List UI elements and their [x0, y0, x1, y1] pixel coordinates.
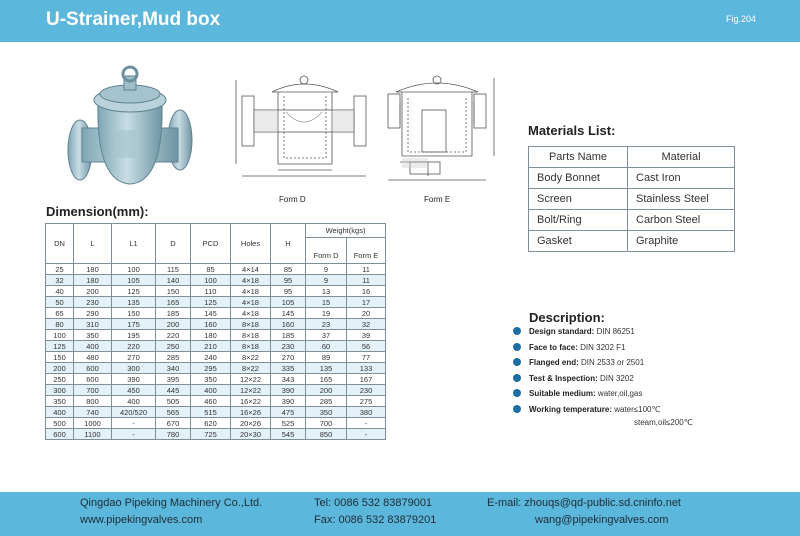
table-row — [46, 363, 386, 374]
footer-website: www.pipekingvalves.com — [80, 514, 203, 526]
table-cell: 1000 — [74, 418, 112, 429]
bullet-icon — [513, 358, 521, 366]
table-cell: 300 — [112, 363, 156, 374]
table-cell: 175 — [112, 319, 156, 330]
table-cell: 4×18 — [231, 275, 271, 286]
table-cell: 295 — [191, 363, 231, 374]
table-cell: 100 — [46, 330, 74, 341]
bullet-icon — [513, 389, 521, 397]
table-cell: 230 — [347, 385, 386, 396]
table-cell: 800 — [74, 396, 112, 407]
table-cell: 133 — [347, 363, 386, 374]
header-form-d: Form D — [306, 238, 347, 264]
table-cell: 40 — [46, 286, 74, 297]
footer-bar — [0, 492, 800, 536]
materials-title: Materials List: — [528, 123, 616, 138]
header-material: Material — [628, 147, 735, 168]
table-cell: - — [347, 429, 386, 440]
description-value: DIN 3202 — [597, 373, 634, 383]
header-holes: Holes — [231, 224, 271, 264]
table-cell: 250 — [156, 341, 191, 352]
table-cell: 200 — [74, 286, 112, 297]
table-cell: 4×14 — [231, 264, 271, 275]
table-cell: 240 — [191, 352, 231, 363]
table-cell: 220 — [156, 330, 191, 341]
table-row — [46, 396, 386, 407]
table-row — [46, 275, 386, 286]
table-cell: 15 — [306, 297, 347, 308]
table-cell: 600 — [46, 429, 74, 440]
table-cell: 300 — [46, 385, 74, 396]
figure-number: Fig.204 — [725, 14, 756, 24]
header-l1: L1 — [112, 224, 156, 264]
table-cell: 380 — [347, 407, 386, 418]
bullet-icon — [513, 405, 521, 413]
table-row — [46, 297, 386, 308]
table-row — [46, 286, 386, 297]
table-cell: 9 — [306, 264, 347, 275]
table-cell: 4×18 — [231, 297, 271, 308]
table-cell: 515 — [191, 407, 231, 418]
table-cell: 500 — [46, 418, 74, 429]
header-bar — [0, 0, 800, 42]
materials-row — [529, 189, 735, 210]
table-cell: 135 — [112, 297, 156, 308]
table-cell: 39 — [347, 330, 386, 341]
table-row — [46, 308, 386, 319]
bullet-icon — [513, 374, 521, 382]
table-cell: 20×26 — [231, 418, 271, 429]
material-cell: Graphite — [628, 231, 735, 252]
bullet-icon — [513, 343, 521, 351]
table-cell: - — [112, 429, 156, 440]
table-cell: 270 — [271, 352, 306, 363]
table-cell: 145 — [271, 308, 306, 319]
table-cell: 8×18 — [231, 319, 271, 330]
table-cell: 390 — [271, 396, 306, 407]
table-cell: 13 — [306, 286, 347, 297]
table-cell: - — [347, 418, 386, 429]
table-cell: 350 — [191, 374, 231, 385]
table-cell: 100 — [112, 264, 156, 275]
table-cell: 95 — [271, 286, 306, 297]
table-cell: 450 — [112, 385, 156, 396]
table-cell: 525 — [271, 418, 306, 429]
header-weight: Weight(kgs) — [306, 224, 386, 238]
table-cell: 180 — [74, 275, 112, 286]
dimension-table — [45, 223, 386, 440]
table-row — [46, 429, 386, 440]
header-form-e: Form E — [347, 238, 386, 264]
table-row — [46, 341, 386, 352]
header-dn: DN — [46, 224, 74, 264]
form-d-drawing — [232, 72, 374, 190]
table-cell: 230 — [271, 341, 306, 352]
table-cell: 350 — [306, 407, 347, 418]
table-row — [46, 407, 386, 418]
table-cell: 17 — [347, 297, 386, 308]
table-row — [46, 374, 386, 385]
table-cell: 195 — [112, 330, 156, 341]
table-cell: 115 — [156, 264, 191, 275]
table-cell: 9 — [306, 275, 347, 286]
table-cell: 400 — [46, 407, 74, 418]
table-cell: 165 — [306, 374, 347, 385]
description-value: DIN 3202 F1 — [577, 342, 626, 352]
table-cell: 95 — [271, 275, 306, 286]
table-cell: 600 — [74, 374, 112, 385]
table-row — [46, 385, 386, 396]
description-label: Suitable medium: — [529, 389, 596, 398]
table-cell: 125 — [112, 286, 156, 297]
table-cell: 290 — [74, 308, 112, 319]
footer-fax: Fax: 0086 532 83879201 — [314, 514, 437, 526]
description-list — [513, 326, 661, 419]
table-cell: 350 — [74, 330, 112, 341]
table-cell: 620 — [191, 418, 231, 429]
table-cell: 110 — [191, 286, 231, 297]
table-cell: 460 — [191, 396, 231, 407]
table-row — [46, 319, 386, 330]
description-item — [513, 404, 661, 420]
description-value: DIN 86251 — [594, 327, 635, 336]
table-cell: 343 — [271, 374, 306, 385]
table-cell: 12×22 — [231, 374, 271, 385]
description-label: Flanged end: — [529, 358, 579, 367]
table-cell: 400 — [74, 341, 112, 352]
description-value: water≤100℃ — [611, 404, 661, 414]
table-cell: 740 — [74, 407, 112, 418]
table-cell: 105 — [271, 297, 306, 308]
description-item — [513, 388, 661, 404]
table-cell: 150 — [46, 352, 74, 363]
description-label: Design standard: — [529, 327, 595, 336]
table-cell: 270 — [112, 352, 156, 363]
table-row — [46, 330, 386, 341]
form-d-caption: Form D — [279, 195, 306, 204]
table-cell: 1100 — [74, 429, 112, 440]
table-cell: 275 — [347, 396, 386, 407]
material-cell: Stainless Steel — [628, 189, 735, 210]
materials-row — [529, 168, 735, 189]
table-cell: 25 — [46, 264, 74, 275]
material-cell: Cast Iron — [628, 168, 735, 189]
table-cell: 50 — [46, 297, 74, 308]
part-name-cell: Body Bonnet — [529, 168, 628, 189]
table-cell: 780 — [156, 429, 191, 440]
table-cell: 32 — [347, 319, 386, 330]
table-cell: 445 — [156, 385, 191, 396]
table-cell: 220 — [112, 341, 156, 352]
description-item — [513, 373, 661, 389]
table-cell: 700 — [74, 385, 112, 396]
header-pcd: PCD — [191, 224, 231, 264]
part-name-cell: Gasket — [529, 231, 628, 252]
table-cell: 185 — [156, 308, 191, 319]
materials-row — [529, 210, 735, 231]
description-value: water,oil,gas — [595, 389, 643, 398]
table-cell: 700 — [306, 418, 347, 429]
table-cell: 180 — [74, 264, 112, 275]
description-title: Description: — [529, 310, 605, 325]
table-cell: 11 — [347, 264, 386, 275]
table-cell: - — [112, 418, 156, 429]
description-value: DIN 2533 or 2501 — [578, 358, 645, 367]
table-row — [46, 352, 386, 363]
table-cell: 167 — [347, 374, 386, 385]
table-cell: 125 — [191, 297, 231, 308]
table-cell: 135 — [306, 363, 347, 374]
table-cell: 185 — [271, 330, 306, 341]
header-l: L — [74, 224, 112, 264]
table-row — [46, 264, 386, 275]
table-cell: 16×26 — [231, 407, 271, 418]
table-cell: 19 — [306, 308, 347, 319]
table-cell: 850 — [306, 429, 347, 440]
table-cell: 505 — [156, 396, 191, 407]
footer-tel: Tel: 0086 532 83879001 — [314, 497, 433, 509]
table-cell: 12×22 — [231, 385, 271, 396]
table-cell: 8×22 — [231, 352, 271, 363]
table-cell: 545 — [271, 429, 306, 440]
table-cell: 340 — [156, 363, 191, 374]
table-cell: 16 — [347, 286, 386, 297]
description-item — [513, 342, 661, 358]
header-d: D — [156, 224, 191, 264]
table-cell: 420/520 — [112, 407, 156, 418]
table-cell: 11 — [347, 275, 386, 286]
table-cell: 16×22 — [231, 396, 271, 407]
table-cell: 65 — [46, 308, 74, 319]
table-cell: 165 — [156, 297, 191, 308]
table-cell: 390 — [271, 385, 306, 396]
table-cell: 140 — [156, 275, 191, 286]
table-cell: 23 — [306, 319, 347, 330]
footer-email-2: wang@pipekingvalves.com — [535, 514, 669, 526]
table-cell: 230 — [74, 297, 112, 308]
table-cell: 145 — [191, 308, 231, 319]
description-label: Test & Inspection: — [529, 373, 598, 383]
table-cell: 475 — [271, 407, 306, 418]
table-cell: 400 — [191, 385, 231, 396]
table-cell: 37 — [306, 330, 347, 341]
description-item — [513, 357, 661, 373]
form-e-drawing — [378, 72, 520, 190]
table-cell: 60 — [306, 341, 347, 352]
description-continuation: steam,oil≤200℃ — [634, 418, 693, 427]
table-cell: 150 — [112, 308, 156, 319]
header-h: H — [271, 224, 306, 264]
description-label: Working temperature: — [529, 404, 612, 414]
part-name-cell: Bolt/Ring — [529, 210, 628, 231]
table-cell: 125 — [46, 341, 74, 352]
table-cell: 350 — [46, 396, 74, 407]
form-e-caption: Form E — [424, 195, 451, 204]
table-cell: 77 — [347, 352, 386, 363]
table-cell: 250 — [46, 374, 74, 385]
description-label: Face to face: — [529, 342, 578, 352]
material-cell: Carbon Steel — [628, 210, 735, 231]
table-cell: 8×18 — [231, 330, 271, 341]
part-name-cell: Screen — [529, 189, 628, 210]
page-title: U-Strainer,Mud box — [46, 9, 221, 30]
table-cell: 160 — [271, 319, 306, 330]
table-cell: 285 — [306, 396, 347, 407]
table-cell: 80 — [46, 319, 74, 330]
table-cell: 100 — [191, 275, 231, 286]
table-cell: 200 — [46, 363, 74, 374]
table-cell: 390 — [112, 374, 156, 385]
table-cell: 395 — [156, 374, 191, 385]
table-cell: 400 — [112, 396, 156, 407]
table-cell: 89 — [306, 352, 347, 363]
materials-table — [528, 146, 735, 252]
table-cell: 85 — [191, 264, 231, 275]
table-cell: 20 — [347, 308, 386, 319]
table-cell: 310 — [74, 319, 112, 330]
table-cell: 150 — [156, 286, 191, 297]
table-cell: 105 — [112, 275, 156, 286]
table-cell: 725 — [191, 429, 231, 440]
table-cell: 85 — [271, 264, 306, 275]
dimension-title: Dimension(mm): — [46, 204, 149, 219]
table-cell: 200 — [306, 385, 347, 396]
table-cell: 335 — [271, 363, 306, 374]
table-cell: 210 — [191, 341, 231, 352]
product-photo — [60, 62, 200, 202]
table-cell: 160 — [191, 319, 231, 330]
table-cell: 4×18 — [231, 308, 271, 319]
table-cell: 565 — [156, 407, 191, 418]
table-cell: 180 — [191, 330, 231, 341]
table-cell: 200 — [156, 319, 191, 330]
table-cell: 285 — [156, 352, 191, 363]
table-cell: 8×18 — [231, 341, 271, 352]
description-item — [513, 326, 661, 342]
table-cell: 670 — [156, 418, 191, 429]
table-cell: 8×22 — [231, 363, 271, 374]
table-cell: 600 — [74, 363, 112, 374]
table-cell: 32 — [46, 275, 74, 286]
header-parts-name: Parts Name — [529, 147, 628, 168]
table-cell: 20×30 — [231, 429, 271, 440]
materials-row — [529, 231, 735, 252]
footer-company: Qingdao Pipeking Machinery Co.,Ltd. — [80, 497, 263, 509]
table-cell: 56 — [347, 341, 386, 352]
table-row — [46, 418, 386, 429]
table-cell: 4×18 — [231, 286, 271, 297]
table-cell: 480 — [74, 352, 112, 363]
footer-email-1: E-mail: zhouqs@qd-public.sd.cninfo.net — [487, 497, 681, 509]
bullet-icon — [513, 327, 521, 335]
